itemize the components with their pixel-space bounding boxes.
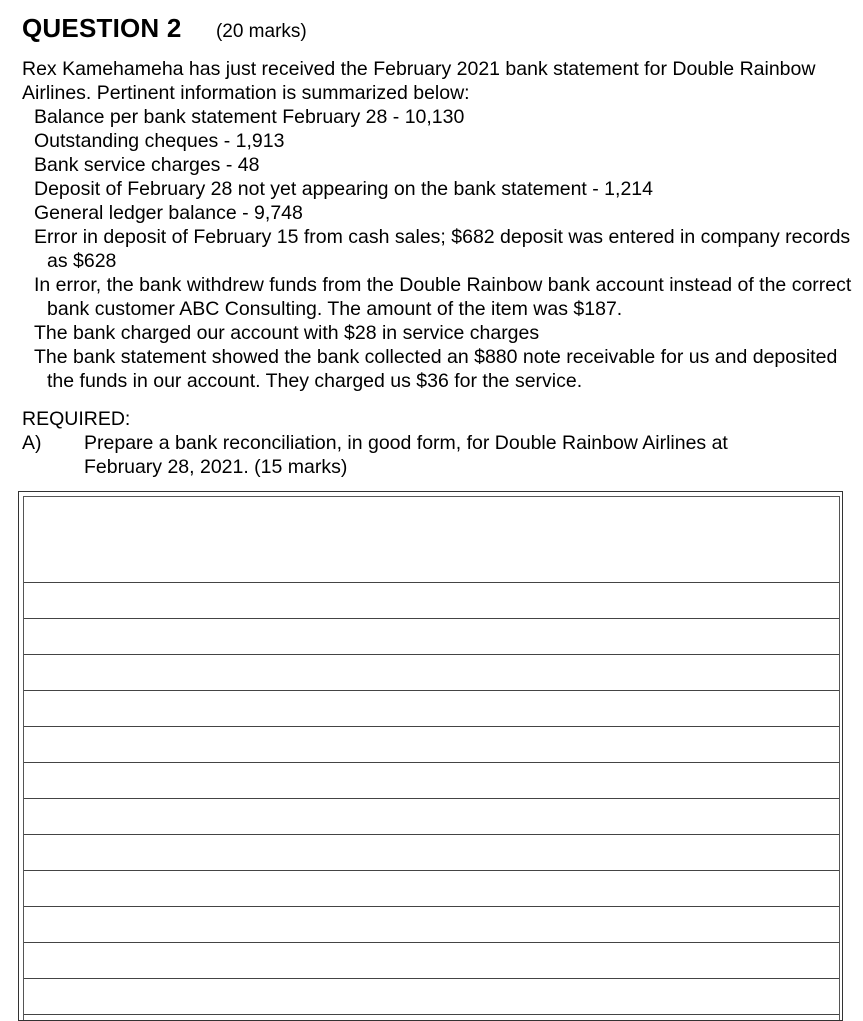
- answer-row[interactable]: [24, 979, 839, 1015]
- answer-grid-inner: [23, 496, 840, 1020]
- intro-paragraph: Rex Kamehameha has just received the February 2021 bank statement for Double Rainbow Airlines. Pertinent information is summarized below:: [22, 58, 816, 104]
- answer-row[interactable]: [24, 619, 839, 655]
- answer-row[interactable]: [24, 907, 839, 943]
- required-heading: REQUIRED:: [22, 408, 131, 430]
- fact-item: The bank charged our account with $28 in service charges: [34, 322, 540, 344]
- answer-row[interactable]: [24, 583, 839, 619]
- fact-item: Deposit of February 28 not yet appearing on the bank statement - 1,214: [34, 178, 653, 200]
- part-text: Prepare a bank reconciliation, in good form, for Double Rainbow Airlines at February 28, 2021. (15 marks): [84, 432, 728, 478]
- fact-item: The bank statement showed the bank collected an $880 note receivable for us and deposited the funds in our account. They charged us $36 for the service.: [34, 346, 838, 392]
- fact-item: Outstanding cheques - 1,913: [34, 130, 285, 152]
- fact-item: Bank service charges - 48: [34, 154, 260, 176]
- answer-row[interactable]: [24, 763, 839, 799]
- facts-list: [34, 105, 856, 393]
- fact-item: In error, the bank withdrew funds from the Double Rainbow bank account instead of the correct bank customer ABC Consulting. The amount of the item was $187.: [34, 274, 852, 320]
- answer-row[interactable]: [24, 871, 839, 907]
- answer-row[interactable]: [24, 799, 839, 835]
- answer-row[interactable]: [24, 835, 839, 871]
- answer-row[interactable]: [24, 943, 839, 979]
- part-label: A): [22, 432, 42, 454]
- answer-row[interactable]: [24, 497, 839, 583]
- fact-item: Balance per bank statement February 28 - 10,130: [34, 106, 465, 128]
- question-title: [22, 13, 307, 44]
- fact-item: General ledger balance - 9,748: [34, 202, 303, 224]
- fact-item: Error in deposit of February 15 from cash sales; $682 deposit was entered in company records as $628: [34, 226, 851, 272]
- answer-grid: [18, 491, 843, 1021]
- question-marks: (20 marks): [215, 21, 307, 42]
- answer-row[interactable]: [24, 691, 839, 727]
- question-number: QUESTION 2: [22, 13, 182, 43]
- answer-row[interactable]: [24, 727, 839, 763]
- answer-row[interactable]: [24, 655, 839, 691]
